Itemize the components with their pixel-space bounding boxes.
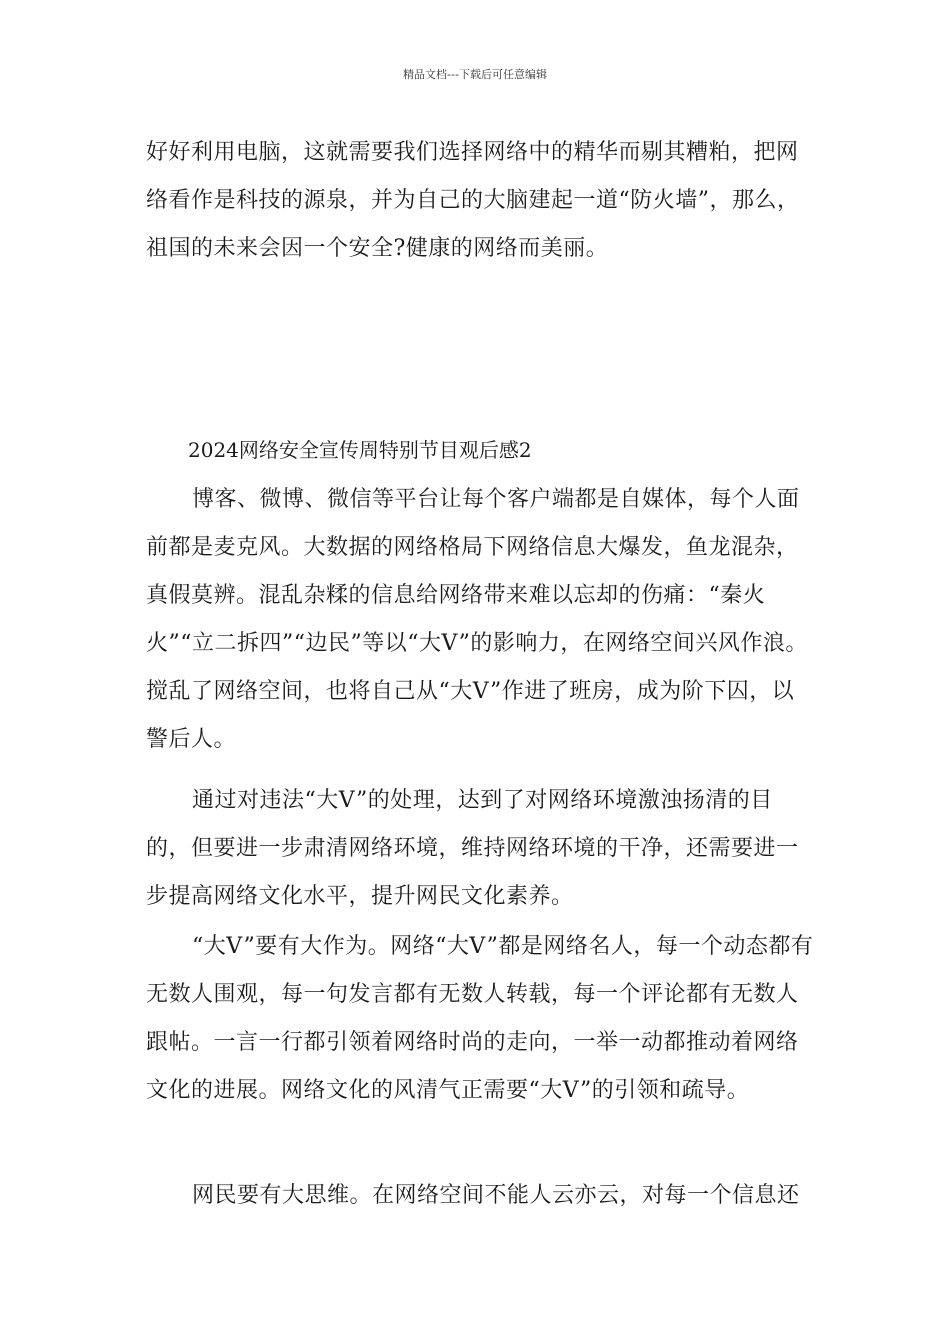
- paragraph-2: [146, 476, 816, 764]
- page-header: 精品文档---下载后可任意编辑: [403, 68, 547, 81]
- paragraph-text: 网民要有大思维。在网络空间不能人云亦云，对每一个信息还: [192, 1183, 800, 1208]
- paragraph-text: 通过对违法“大V”的处理，达到了对网络环境激浊扬清的目的，但要进一步肃清网络环境，维持网络环境的干净，还需要进一步提高网络文化水平，提升网民文化素养。: [146, 788, 799, 909]
- paragraph-3: [146, 777, 816, 921]
- section-heading: 2024网络安全宣传周特别节目观后感2: [188, 438, 532, 462]
- paragraph-text: 博客、微博、微信等平台让每个客户端都是自媒体，每个人面前都是麦克风。大数据的网络格局下网络信息大爆发，鱼龙混杂，真假莫辨。混乱杂糅的信息给网络带来难以忘却的伤痛：“秦火火”“立二拆四”“边民”等以“大V”的影响力，在网络空间兴风作浪。搅乱了网络空间，也将自己从“大V”作进了班房，成为阶下囚，以警后人。: [146, 487, 808, 752]
- paragraph-intro: [146, 129, 816, 273]
- paragraph-text: 好好利用电脑，这就需要我们选择网络中的精华而剔其糟粕，把网络看作是科技的源泉，并为自己的大脑建起一道“防火墙”，那么，祖国的未来会因一个安全?健康的网络而美丽。: [146, 140, 800, 261]
- paragraph-5: [146, 1172, 816, 1220]
- paragraph-4: [146, 923, 816, 1115]
- paragraph-text: “大V”要有大作为。网络“大V”都是网络名人，每一个动态都有无数人围观，每一句发言都有无数人转载，每一个评论都有无数人跟帖。一言一行都引领着网络时尚的走向，一举一动都推动着网络文化的进展。网络文化的风清气正需要“大V”的引领和疏导。: [146, 934, 814, 1103]
